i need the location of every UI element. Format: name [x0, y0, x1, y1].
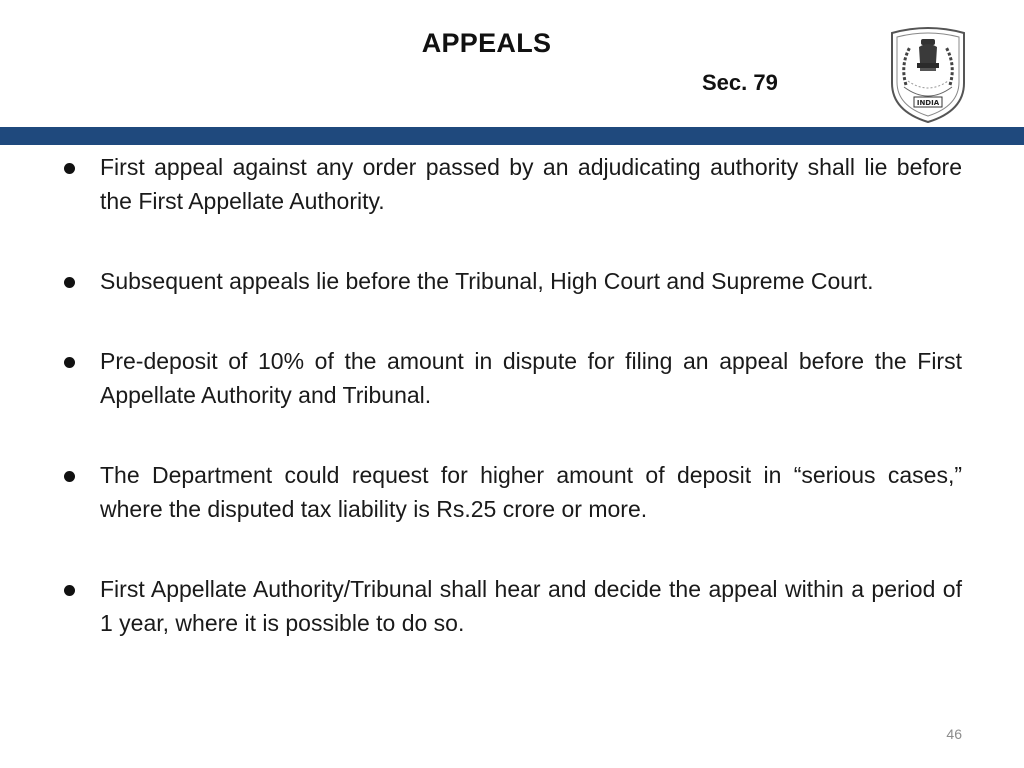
emblem-seal-icon [886, 25, 970, 125]
bullet-item [60, 150, 962, 218]
bullet-list [60, 150, 962, 686]
bullet-text: The Department could request for higher amount of deposit in “serious cases,” where the disputed tax liability is Rs.25 crore or more. [100, 462, 962, 522]
bullet-item [60, 458, 962, 526]
slide-title: APPEALS [421, 28, 552, 58]
bullet-icon [64, 471, 75, 482]
bullet-item [60, 572, 962, 640]
section-reference: Sec. 79 [702, 70, 778, 95]
page-number: 46 [946, 726, 962, 742]
bullet-item [60, 264, 962, 298]
bullet-icon [64, 277, 75, 288]
bullet-icon [64, 585, 75, 596]
bullet-text: First Appellate Authority/Tribunal shall hear and decide the appeal within a period of 1 year, where it is possible to do so. [100, 576, 962, 636]
bullet-icon [64, 357, 75, 368]
bullet-item [60, 344, 962, 412]
emblem-text: INDIA [916, 99, 940, 107]
bullet-icon [64, 163, 75, 174]
header-band [0, 127, 1024, 145]
bullet-text: First appeal against any order passed by an adjudicating authority shall lie before the First Appellate Authority. [100, 154, 962, 214]
bullet-text: Pre-deposit of 10% of the amount in dispute for filing an appeal before the First Appellate Authority and Tribunal. [100, 348, 962, 408]
bullet-text: Subsequent appeals lie before the Tribunal, High Court and Supreme Court. [100, 268, 874, 294]
